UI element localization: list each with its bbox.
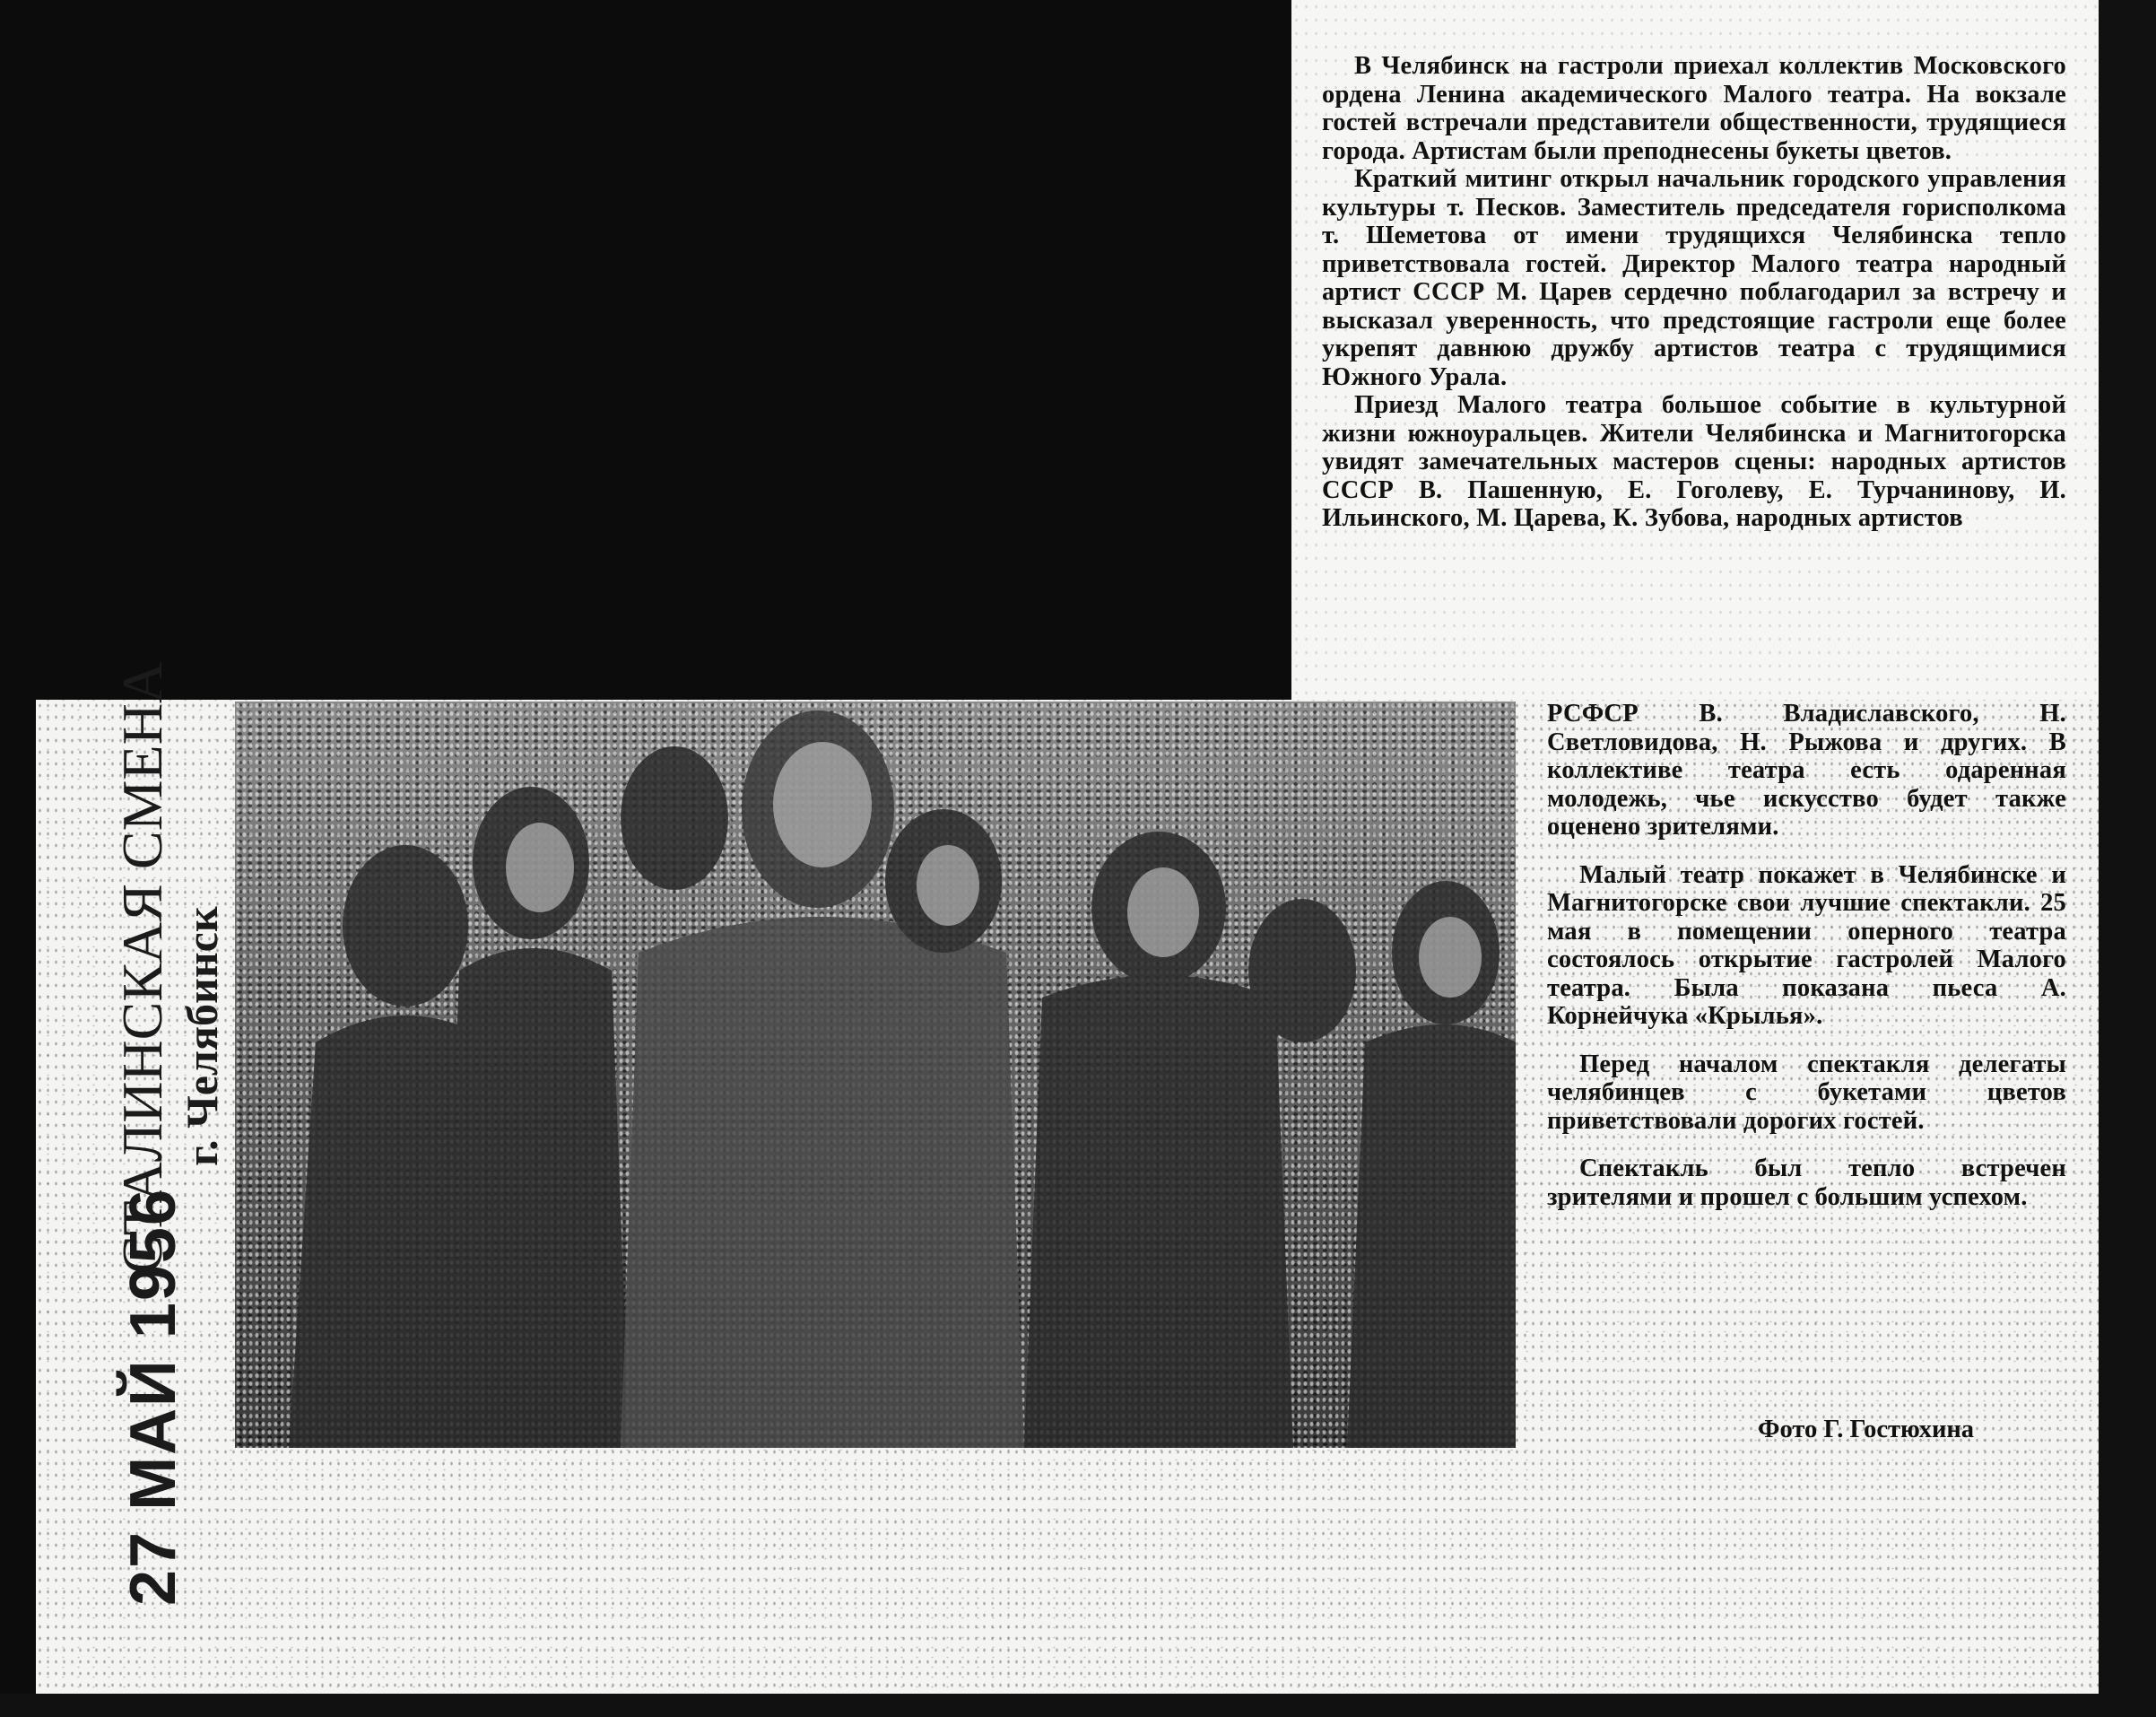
scan-background-top xyxy=(0,0,1291,700)
article-paragraph: В Челябинск на гастроли приехал коллектив Московского ордена Ленина академического Малого театра. На вокзале гостей встречали представители общественности, трудящиеся города. Артистам были преподнесены букеты цветов. xyxy=(1322,52,2066,165)
article-column-right xyxy=(1547,700,2066,1211)
article-paragraph: Малый театр покажет в Челябинске и Магнитогорске свои лучшие спектакли. 25 мая в помещении оперного театра состоялось открытие гастролей Малого театра. Была показана пьеса А. Корнейчука «Крылья». xyxy=(1547,860,2066,1030)
stamp-newspaper: СТАЛИНСКАЯ СМЕНА xyxy=(110,661,174,1274)
photo-caption: Фото Г. Гостюхина xyxy=(1758,1416,1975,1443)
article-paragraph: Приезд Малого театра большое событие в культурной жизни южноуральцев. Жители Челябинска и Магнитогорска увидят замечательных мастеров сцены: народных артистов СССР В. Пашенную, Е. Гоголеву, Е. Турчанинову, И. Ильинского, М. Царева, К. Зубова, народных артистов xyxy=(1322,391,2066,532)
news-photo xyxy=(235,702,1516,1448)
scan-border-right xyxy=(2099,0,2156,1717)
stamp-date: 27 МАЙ 1956 xyxy=(117,1188,189,1606)
stamp-city: г. Челябинск xyxy=(177,906,227,1166)
article-column-top xyxy=(1322,52,2066,533)
article-paragraph: Краткий митинг открыл начальник городского управления культуры т. Песков. Заместитель председателя горисполкома т. Шеметова от имени трудящихся Челябинска тепло приветствовала гостей. Директор Малого театра народный артист СССР М. Царев сердечно поблагодарил за встречу и высказал уверенность, что предстоящие гастроли еще более укрепят давнюю дружбу артистов театра с трудящимися Южного Урала. xyxy=(1322,165,2066,391)
photo-figures xyxy=(235,702,1516,1448)
scan-border-bottom xyxy=(0,1694,2156,1717)
article-paragraph: Спектакль был тепло встречен зрителями и прошел с большим успехом. xyxy=(1547,1155,2066,1211)
scan-background-left xyxy=(0,700,36,1717)
article-paragraph: Перед началом спектакля делегаты челябинцев с букетами цветов приветствовали дорогих гостей. xyxy=(1547,1050,2066,1135)
article-paragraph: РСФСР В. Владиславского, Н. Светловидова, Н. Рыжова и других. В коллективе театра есть одаренная молодежь, чье искусство будет также оценено зрителями. xyxy=(1547,700,2066,841)
